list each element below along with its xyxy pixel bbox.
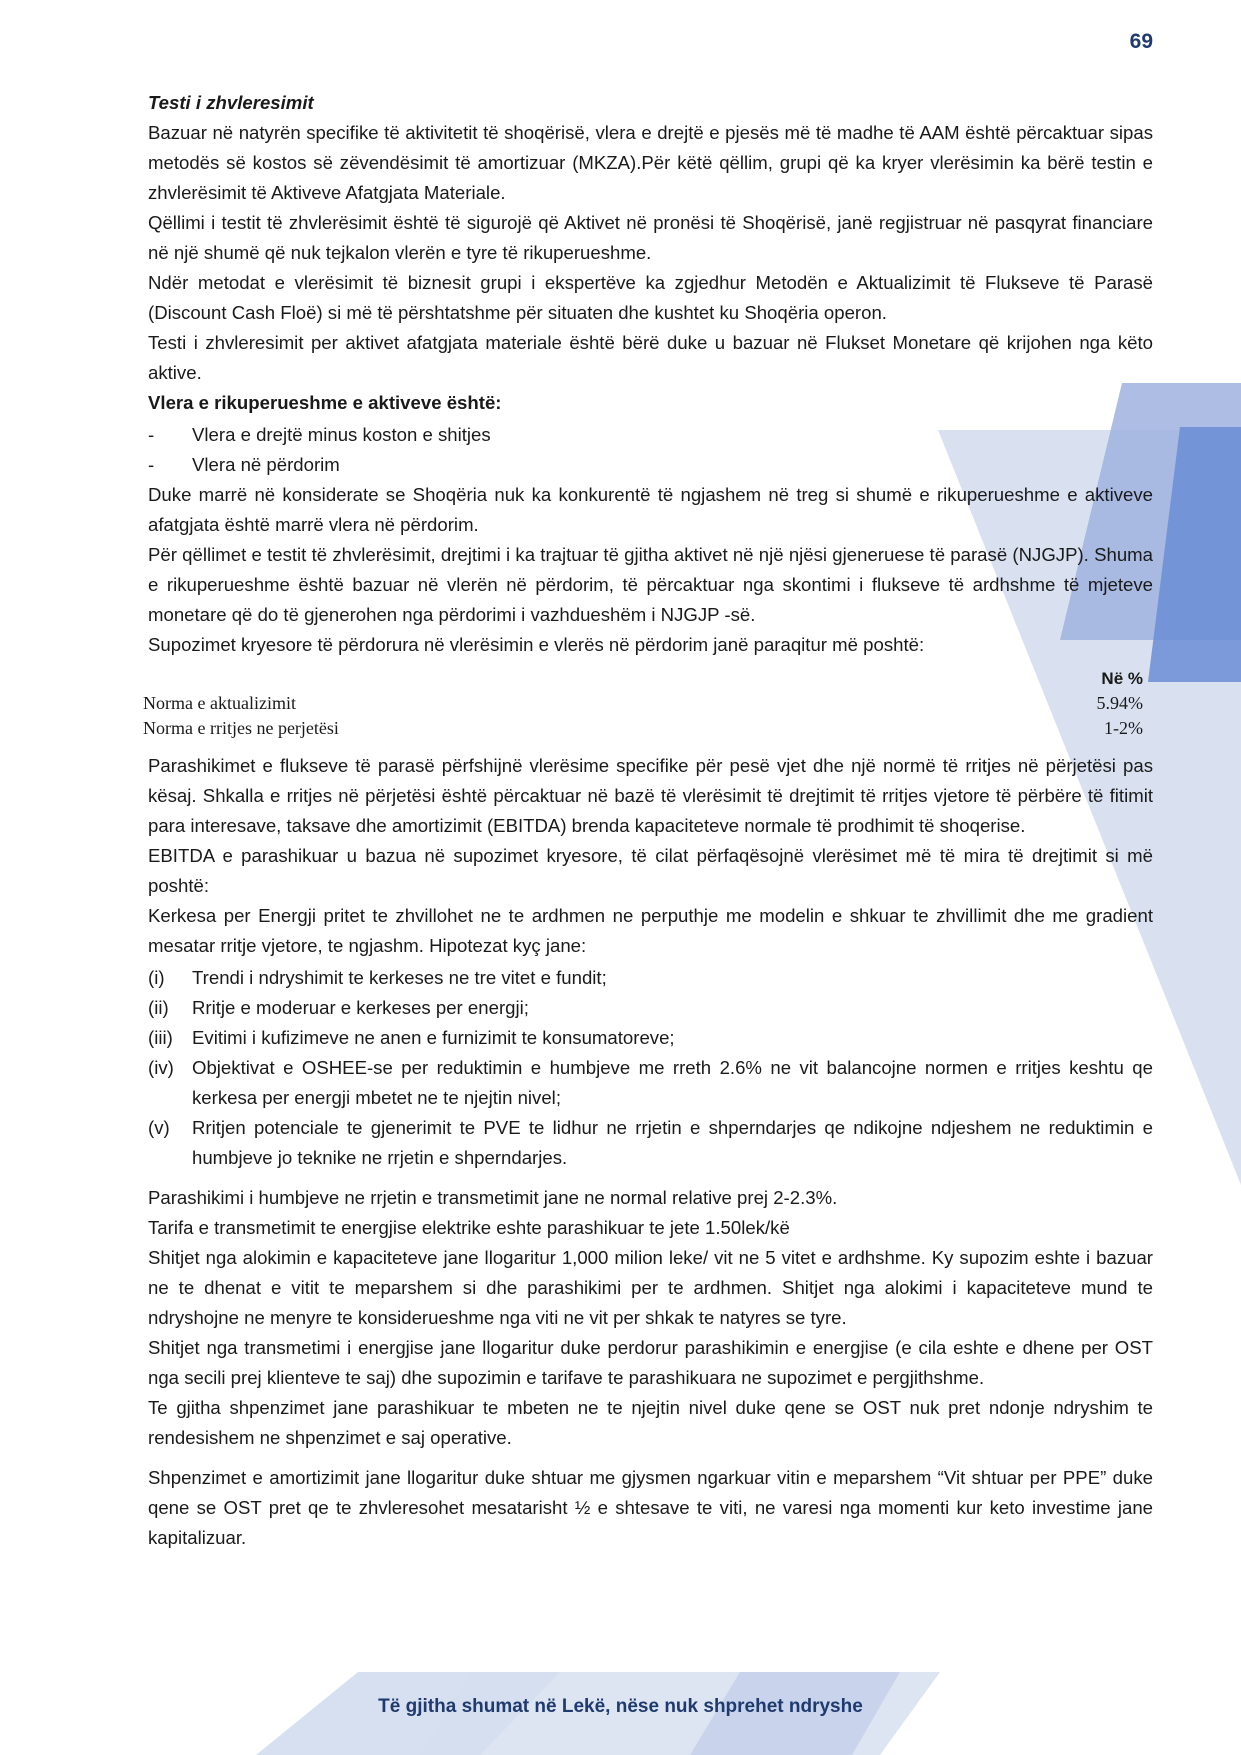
list-item-text: Trendi i ndryshimit te kerkeses ne tre vitet e fundit;	[192, 967, 607, 988]
list-item	[148, 993, 1153, 1023]
list-item-text: Rritje e moderuar e kerkeses per energji;	[192, 997, 529, 1018]
hypotheses-list	[148, 963, 1153, 1173]
list-marker: -	[148, 454, 155, 475]
final-paragraph: Shitjet nga alokimin e kapaciteteve jane llogaritur 1,000 milion leke/ vit ne 5 vitet e ardhshme. Ky supozim eshte i bazuar ne te dhenat e vitit te meparshem si dhe parashikimi per te ardhmen. Shitjet nga alokimi i kapaciteteve mund te ndryshojne ne menyre te konsiderueshme nga viti ne vit per shkak te natyres se tyre.	[148, 1247, 1153, 1328]
document-body	[143, 88, 1153, 1553]
list-item-text: Rritjen potenciale te gjenerimit te PVE te lidhur ne rrjetin e shperndarjes qe ndikojne ndjeshem ne reduktimin e humbjeve jo teknike ne rrjetin e shperndarjes.	[192, 1117, 1153, 1168]
list-item	[148, 450, 1153, 480]
assumption-label: Norma e rritjes ne perjetësi	[143, 718, 339, 738]
intro-paragraph: Bazuar në natyrën specifike të aktivitetit të shoqërisë, vlera e drejtë e pjesës më të madhe të AAM është përcaktuar sipas metodës së kostos së zëvendësimit të amortizuar (MKZA).Për këtë qëllim, grupi që ka kryer vlerësimin ka bërë testin e zhvlerësimit të Aktiveve Afatgjata Materiale.	[148, 122, 1153, 203]
projection-paragraph: Kerkesa per Energji pritet te zhvillohet ne te ardhmen ne perputhje me modelin e shkuar te zhvillimit dhe me gradient mesatar rritje vjetore, te ngjashm. Hipotezat kyç jane:	[148, 905, 1153, 956]
list-item-text: Vlera e drejtë minus koston e shitjes	[192, 424, 491, 445]
depreciation-paragraph: Shpenzimet e amortizimit jane llogaritur duke shtuar me gjysmen ngarkuar vitin e meparshem “Vit shtuar per PPE” duke qene se OST pret qe te zhvleresohet mesatarisht ½ e shtesave te viti, ne varesi nga momenti kur keto investime jane kapitalizuar.	[148, 1467, 1153, 1548]
intro-paragraph: Ndër metodat e vlerësimit të biznesit grupi i ekspertëve ka zgjedhur Metodën e Aktualizimit të Flukseve të Parasë (Discount Cash Floë) si më të përshtatshme për situaten dhe kushtet ku Shoqëria operon.	[148, 272, 1153, 323]
list-item	[148, 1113, 1153, 1173]
page-number: 69	[1129, 30, 1153, 53]
list-marker: (i)	[148, 967, 165, 988]
list-marker: (iii)	[148, 1027, 173, 1048]
assumption-value: 5.94%	[1096, 693, 1143, 713]
table-row	[143, 716, 1143, 741]
final-paragraph: Shitjet nga transmetimi i energjise jane llogaritur duke perdorur parashikimin e energjise (e cila eshte e dhene per OST nga secili prej klienteve te saj) dhe supozimin e tarifave te parashikuara ne supozimet e pergjithshme.	[148, 1337, 1153, 1388]
final-paragraph: Tarifa e transmetimit te energjise elektrike eshte parashikuar te jete 1.50lek/kë	[148, 1217, 790, 1238]
list-item	[148, 1053, 1153, 1113]
list-item	[148, 420, 1153, 450]
intro-paragraph: Qëllimi i testit të zhvlerësimit është të sigurojë që Aktivet në pronësi të Shoqërisë, janë regjistruar në pasqyrat financiare në një shumë që nuk tejkalon vlerën e tyre të rikuperueshme.	[148, 212, 1153, 263]
recoverable-heading: Vlera e rikuperueshme e aktiveve është:	[148, 392, 502, 413]
assumption-label: Norma e aktualizimit	[143, 693, 296, 713]
assumptions-unit-header: Në %	[1101, 669, 1143, 688]
middle-paragraph: Supozimet kryesore të përdorura në vlerësimin e vlerës në përdorim janë paraqitur më poshtë:	[148, 634, 925, 655]
spacer	[148, 1453, 1153, 1463]
list-marker: (ii)	[148, 997, 169, 1018]
list-marker: -	[148, 424, 155, 445]
middle-paragraph: Duke marrë në konsiderate se Shoqëria nuk ka konkurentë të ngjashem në treg si shumë e rikuperueshme e aktiveve afatgjata është marrë vlera në përdorim.	[148, 484, 1153, 535]
final-paragraph: Te gjitha shpenzimet jane parashikuar te mbeten ne te njejtin nivel duke qene se OST nuk pret ndonje ndryshim te rendesishem ne shpenzimet e saj operative.	[148, 1397, 1153, 1448]
table-row	[143, 691, 1143, 716]
list-marker: (v)	[148, 1117, 170, 1138]
section-title: Testi i zhvleresimit	[148, 92, 314, 113]
assumption-value: 1-2%	[1104, 718, 1143, 738]
projection-paragraph: Parashikimet e flukseve të parasë përfshijnë vlerësime specifike për pesë vjet dhe një normë të rritjes në përjetësi pas kësaj. Shkalla e rritjes në përjetësi është përcaktuar në bazë të vlerësimit të drejtimit të rritjes vjetore të përbëre të fitimit para interesave, taksave dhe amortizimit (EBITDA) brenda kapaciteteve normale të prodhimit të shoqerise.	[148, 755, 1153, 836]
projection-paragraph: EBITDA e parashikuar u bazua në supozimet kryesore, të cilat përfaqësojnë vlerësimet më të mira të drejtimit si më poshtë:	[148, 845, 1153, 896]
list-item-text: Vlera në përdorim	[192, 454, 340, 475]
assumptions-table	[143, 666, 1143, 741]
list-item-text: Objektivat e OSHEE-se per reduktimin e humbjeve me rreth 2.6% ne vit balancojne normen e rritjes keshtu qe kerkesa per energji mbetet ne te njejtin nivel;	[192, 1057, 1153, 1108]
list-item	[148, 1023, 1153, 1053]
spacer	[148, 1173, 1153, 1183]
recoverable-list	[148, 420, 1153, 480]
middle-paragraph: Për qëllimet e testit të zhvlerësimit, drejtimi i ka trajtuar të gjitha aktivet në një njësi gjeneruese të parasë (NJGJP). Shuma e rikuperueshme është bazuar në vlerën në përdorim, të përcaktuar nga skontimi i flukseve të ardhshme të mjeteve monetare që do të gjenerohen nga përdorimi i vazhdueshëm i NJGJP -së.	[148, 544, 1153, 625]
final-paragraph: Parashikimi i humbjeve ne rrjetin e transmetimit jane ne normal relative prej 2-2.3%.	[148, 1187, 838, 1208]
list-item-text: Evitimi i kufizimeve ne anen e furnizimit te konsumatoreve;	[192, 1027, 675, 1048]
list-item	[148, 963, 1153, 993]
footer-note: Të gjitha shumat në Lekë, nëse nuk shprehet ndryshe	[378, 1696, 863, 1717]
intro-paragraph: Testi i zhvleresimit per aktivet afatgjata materiale është bërë duke u bazuar në Flukset Monetare që krijohen nga këto aktive.	[148, 332, 1153, 383]
list-marker: (iv)	[148, 1057, 174, 1078]
